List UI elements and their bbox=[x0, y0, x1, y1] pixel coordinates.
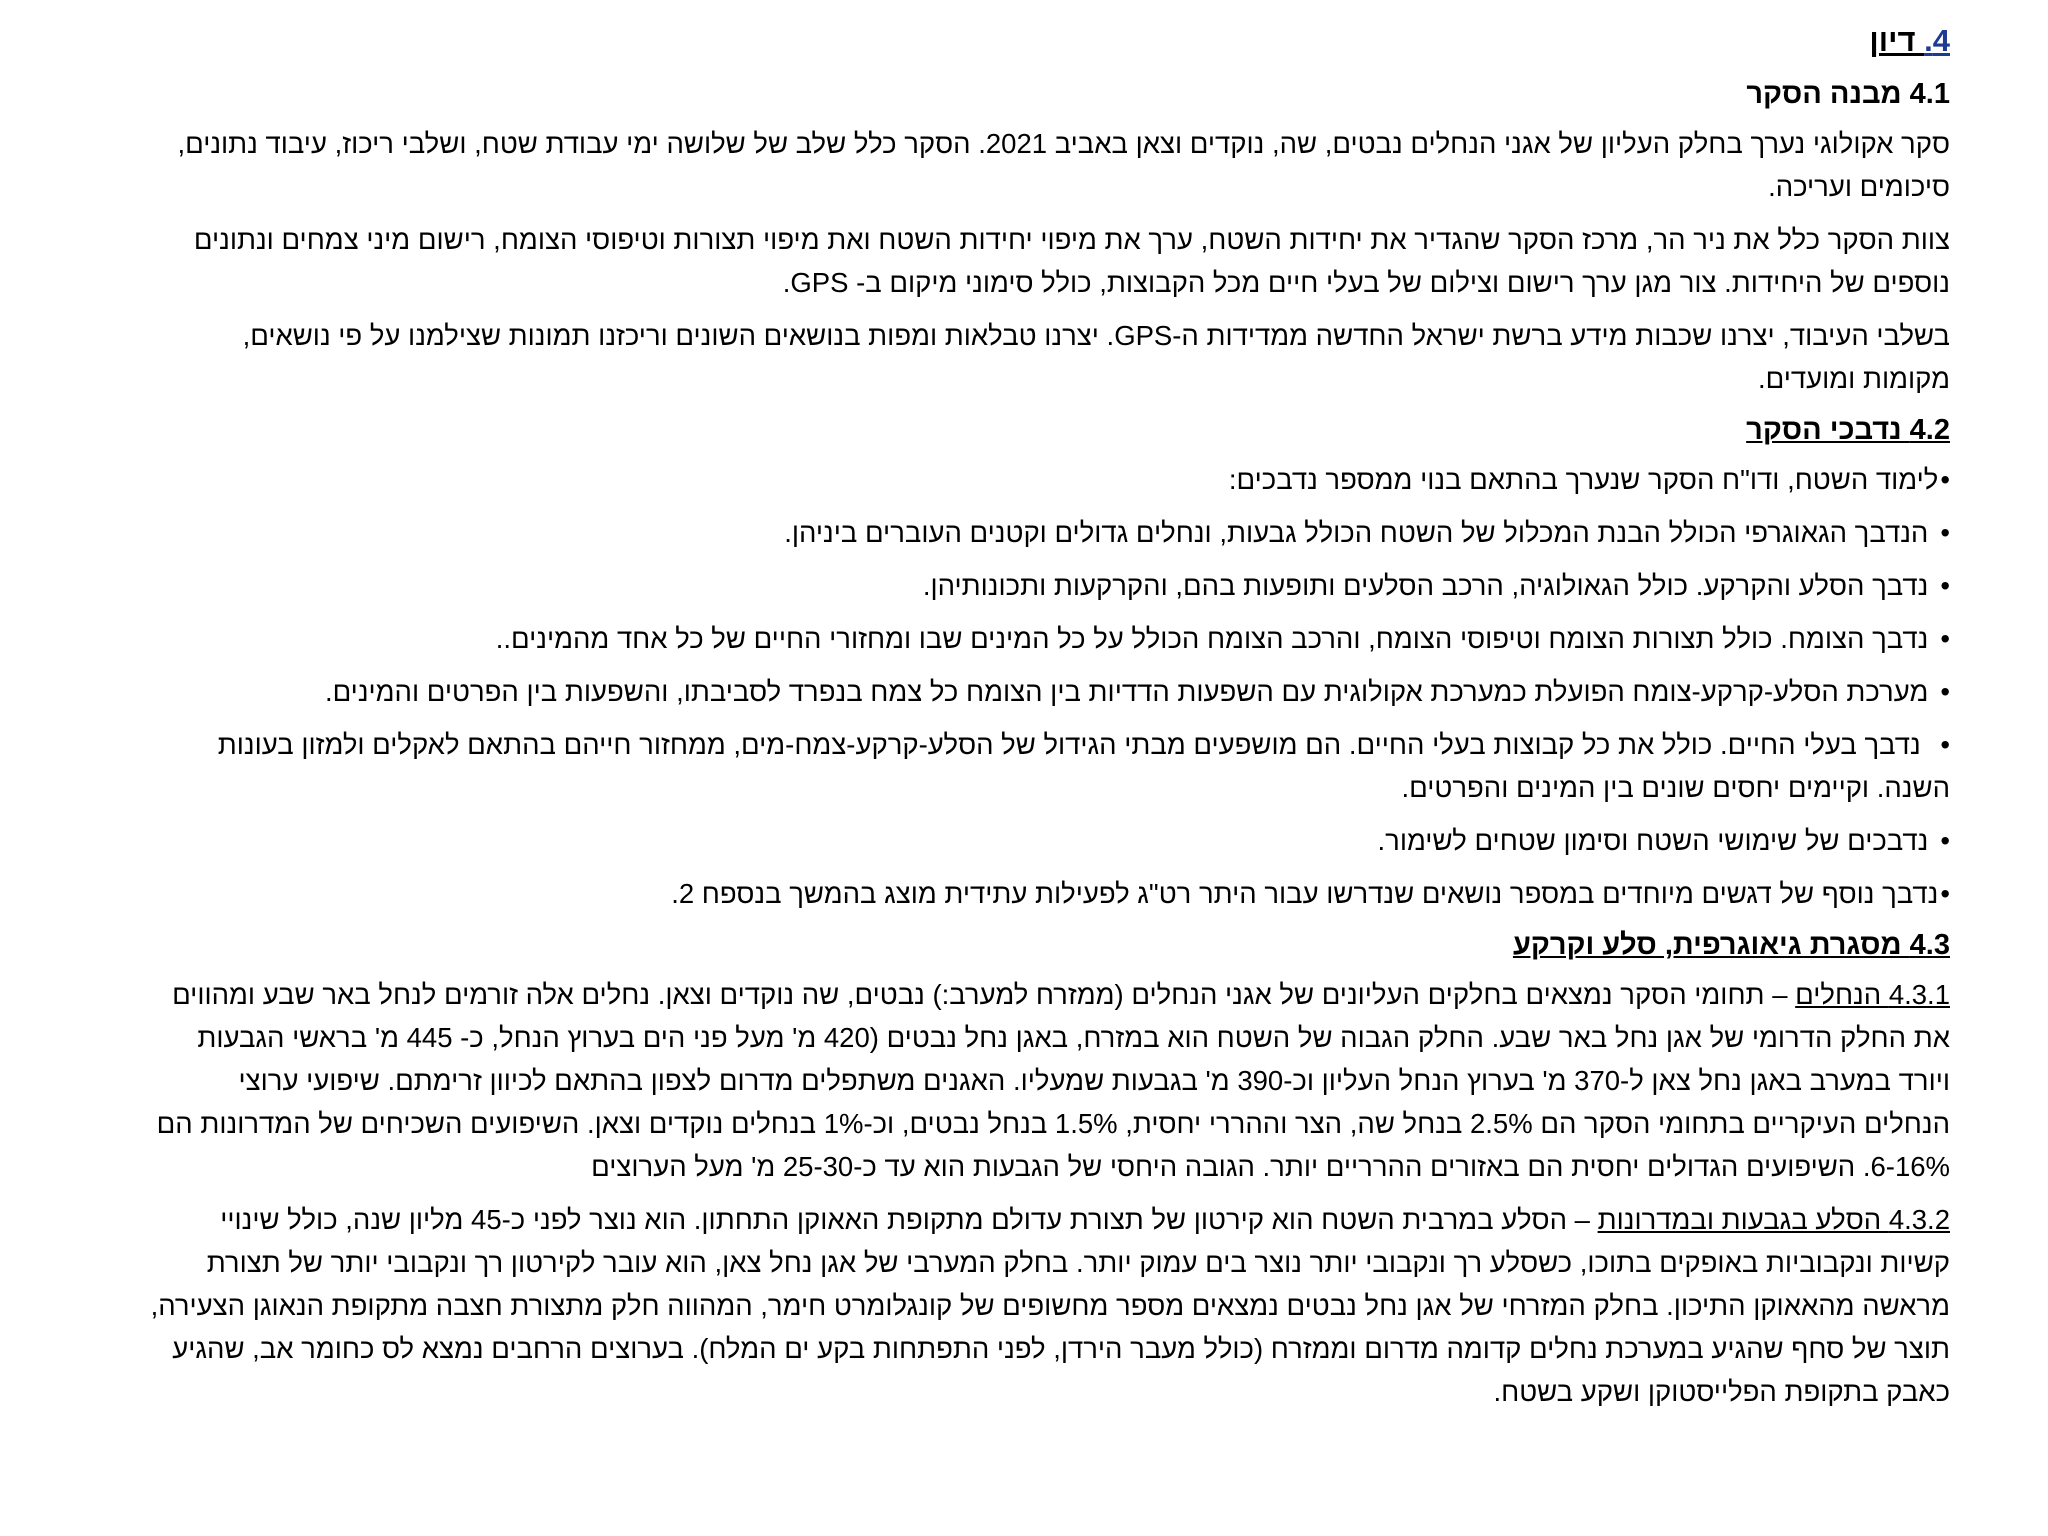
paragraph-4-3-2: 4.3.2 הסלע בגבעות ובמדרונות – הסלע במרבית השטח הוא קירטון של תצורת עדולם מתקופת האאוקן התחתון. הוא נוצר לפני כ-45 מליון שנה, כולל שינויי קשיות ונקבוביות באופקים בתוכו, כשסלע רך ונקבובי יותר נוצר בים עמוק יותר. בחלק המערבי של אגן נחל צאן, הוא עובר לקירטון רך ונקבובי יותר של תצורת מראשה מהאאוקן התיכון. בחלק המזרחי של אגן נחל נבטים נמצאים מספר מחשופים של קונגלומרט חימר, המהווה חלק מתצורת חצבה מתקופת הנאוגן הצעירה, תוצר של סחף שהגיע במערכת נחלים קדומה מדרום וממזרח (כולל מעבר הירדן, לפני התפתחות בקע ים המלח). בערוצים הרחבים נמצא לס כחומר אב, שהגיע כאבק בתקופת הפלייסטוקן ושקע בשטח. bbox=[150, 1204, 1950, 1407]
bullet-intro: • לימוד השטח, ודו"ח הסקר שנערך בהתאם בנוי ממספר נדבכים: bbox=[150, 458, 1950, 501]
list-item: • נדבך הצומח. כולל תצורות הצומח וטיפוסי הצומח, והרכב הצומח הכולל על כל המינים שבו ומחזורי החיים של כל אחד מהמינים.. bbox=[150, 617, 1950, 660]
paragraph-4-1-b: צוות הסקר כלל את ניר הר, מרכז הסקר שהגדיר את יחידות השטח, ערך את מיפוי יחידות השטח ואת מיפוי תצורות וטיפוסי הצומח, רישום מיני צמחים ונתונים נוספים של היחידות. צור מגן ערך רישום וצילום של בעלי חיים מכל הקבוצות, כולל סימוני מיקום ב- GPS. bbox=[193, 224, 1950, 298]
paragraph-4-3-1: 4.3.1 הנחלים – תחומי הסקר נמצאים בחלקים העליונים של אגני הנחלים (ממזרח למערב:) נבטים, שה נוקדים וצאן. נחלים אלה זורמים לנחל באר שבע ומהווים את החלק הדרומי של אגן נחל באר שבע. החלק הגבוה של השטח הוא במזרח, באגן נחל נבטים (420 מ' מעל פני הים בערוץ הנחל, כ- 445 מ' בראשי הגבעות ויורד במערב באגן נחל צאן ל-370 מ' בערוץ הנחל העליון וכ-390 מ' בגבעות שמעליו. האגנים משתפלים מדרום לצפון בהתאם לכיוון זרימתם. שיפועי ערוצי הנחלים העיקריים בתחומי הסקר הם 2.5% בנחל שה, הצר וההררי יחסית, 1.5% בנחל נבטים, וכ-1% בנחלים נוקדים וצאן. השיפועים השכיחים של המדרונות הם 6-16%. השיפועים הגדולים יחסית הם באזורים ההרריים יותר. הגובה היחסי של הגבעות הוא עד כ-25-30 מ' מעל הערוצים bbox=[156, 979, 1950, 1182]
heading-4-3: 4.3 מסגרת גיאוגרפית, סלע וקרקע bbox=[1512, 929, 1950, 961]
subheading-4-3-1: 4.3.1 הנחלים bbox=[1795, 979, 1950, 1010]
section-number: 4. bbox=[1924, 23, 1950, 58]
subheading-4-3-2: 4.3.2 הסלע בגבעות ובמדרונות bbox=[1597, 1204, 1950, 1235]
layers-list bbox=[150, 511, 1950, 862]
paragraph-4-1-a: סקר אקולוגי נערך בחלק העליון של אגני הנחלים נבטים, שה, נוקדים וצאן באביב 2021. הסקר כלל שלב של שלושה ימי עבודת שטח, ושלבי ריכוז, עיבוד נתונים, סיכומים ועריכה. bbox=[177, 128, 1950, 202]
list-item: • נדבך הסלע והקרקע. כולל הגאולוגיה, הרכב הסלעים ותופעות בהם, והקרקעות ותכונותיהן. bbox=[150, 564, 1950, 607]
heading-4-1: 4.1 מבנה הסקר bbox=[1746, 78, 1950, 110]
list-item: • מערכת הסלע-קרקע-צומח הפועלת כמערכת אקולוגית עם השפעות הדדיות בין הצומח כל צמח בנפרד לסביבתו, והשפעות בין הפרטים והמינים. bbox=[150, 670, 1950, 713]
section-title: דיון bbox=[1869, 23, 1925, 58]
section-4-heading bbox=[150, 14, 1950, 68]
heading-4-2: 4.2 נדבכי הסקר bbox=[1746, 414, 1950, 446]
paragraph-4-1-c: בשלבי העיבוד, יצרנו שכבות מידע ברשת ישראל החדשה ממדידות ה-GPS. יצרנו טבלאות ומפות בנושאים השונים וריכזנו תמונות שצילמנו על פי נושאים, מקומות ומועדים. bbox=[242, 320, 1950, 394]
document-page bbox=[150, 14, 1950, 1413]
bullet-last: • נדבך נוסף של דגשים מיוחדים במספר נושאים שנדרשו עבור היתר רט"ג לפעילות עתידית מוצג בהמשך בנספח 2. bbox=[150, 872, 1950, 915]
list-item: • נדבך בעלי החיים. כולל את כל קבוצות בעלי החיים. הם מושפעים מבתי הגידול של הסלע-קרקע-צמח-מים, ממחזור חייהם בהתאם לאקלים ולמזון בעונות השנה. וקיימים יחסים שונים בין המינים והפרטים. bbox=[150, 723, 1950, 809]
list-item: • נדבכים של שימושי השטח וסימון שטחים לשימור. bbox=[150, 819, 1950, 862]
list-item: • הנדבך הגאוגרפי הכולל הבנת המכלול של השטח הכולל גבעות, ונחלים גדולים וקטנים העוברים ביניהן. bbox=[150, 511, 1950, 554]
